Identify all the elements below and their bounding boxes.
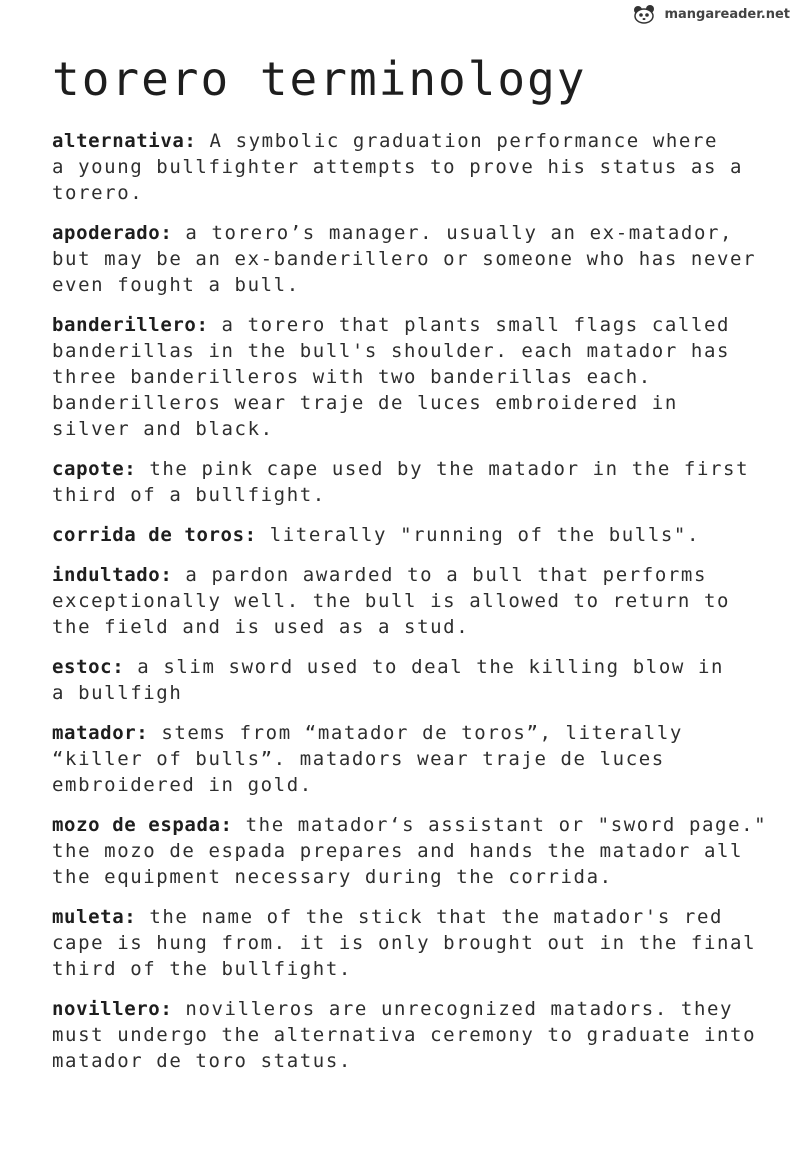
definition-text: stems from “matador de toros”, literally — [148, 722, 683, 744]
glossary-term: matador: — [52, 722, 149, 744]
watermark — [630, 4, 790, 24]
definition-line — [52, 720, 787, 746]
glossary-term: capote: — [52, 458, 137, 480]
definition-line: three banderilleros with two banderillas each. — [52, 366, 652, 388]
glossary-term: indultado: — [52, 564, 173, 586]
definition-line — [52, 312, 787, 338]
definition-line: “killer of bulls”. matadors wear traje de luces — [52, 748, 665, 770]
definition-text: a torero that plants small flags called — [208, 314, 731, 336]
definition-line — [52, 522, 787, 548]
glossary-term: novillero: — [52, 998, 173, 1020]
definition-line — [52, 562, 787, 588]
glossary-term: estoc: — [52, 656, 125, 678]
definition-line — [52, 128, 787, 154]
definition-line: cape is hung from. it is only brought out in the final — [52, 932, 757, 954]
definition-text: the pink cape used by the matador in the first — [136, 458, 750, 480]
glossary-entry — [52, 456, 787, 508]
definition-line: torero. — [52, 182, 144, 204]
glossary-term: mozo de espada: — [52, 814, 233, 836]
glossary-entry — [52, 128, 787, 206]
glossary-entry — [52, 904, 787, 982]
definition-line — [52, 220, 787, 246]
definition-line — [52, 996, 787, 1022]
definition-line: embroidered in gold. — [52, 774, 313, 796]
definition-text: A symbolic graduation performance where — [196, 130, 719, 152]
definition-line — [52, 812, 787, 838]
definition-text: novilleros are unrecognized matadors. they — [172, 998, 734, 1020]
glossary-entry — [52, 720, 787, 798]
definition-line: silver and black. — [52, 418, 274, 440]
definition-line: a bullfigh — [52, 682, 183, 704]
definition-text: the name of the stick that the matador's red — [136, 906, 724, 928]
definition-line: matador de toro status. — [52, 1050, 352, 1072]
glossary-term: alternativa: — [52, 130, 197, 152]
definition-line: third of the bullfight. — [52, 958, 352, 980]
definition-line: a young bullfighter attempts to prove his status as a — [52, 156, 744, 178]
glossary-entry — [52, 812, 787, 890]
definition-text: a slim sword used to deal the killing blow in — [124, 656, 725, 678]
definition-line: exceptionally well. the bull is allowed to return to — [52, 590, 731, 612]
glossary-entry — [52, 220, 787, 298]
definition-text: literally "running of the bulls". — [256, 524, 700, 546]
glossary-entry — [52, 312, 787, 442]
definition-text: a torero’s manager. usually an ex-matador, — [172, 222, 734, 244]
glossary-entry — [52, 654, 787, 706]
glossary-list — [52, 128, 787, 1088]
glossary-term: banderillero: — [52, 314, 209, 336]
watermark-text: mangareader.net — [664, 6, 790, 22]
definition-line: banderillas in the bull's shoulder. each matador has — [52, 340, 731, 362]
glossary-term: apoderado: — [52, 222, 173, 244]
definition-text: the matador‘s assistant or "sword page." — [232, 814, 768, 836]
definition-text: a pardon awarded to a bull that performs — [172, 564, 707, 586]
definition-line: the equipment necessary during the corrida. — [52, 866, 613, 888]
definition-line: but may be an ex-banderillero or someone who has never — [52, 248, 757, 270]
definition-line — [52, 456, 787, 482]
definition-line: the mozo de espada prepares and hands the matador all — [52, 840, 744, 862]
glossary-term: muleta: — [52, 906, 137, 928]
glossary-entry — [52, 996, 787, 1074]
glossary-term: corrida de toros: — [52, 524, 257, 546]
definition-line: third of a bullfight. — [52, 484, 326, 506]
definition-line: the field and is used as a stud. — [52, 616, 470, 638]
definition-line — [52, 654, 787, 680]
glossary-entry — [52, 562, 787, 640]
glossary-entry — [52, 522, 787, 548]
definition-line: even fought a bull. — [52, 274, 300, 296]
definition-line: must undergo the alternativa ceremony to graduate into — [52, 1024, 757, 1046]
definition-line — [52, 904, 787, 930]
definition-line: banderilleros wear traje de luces embroidered in — [52, 392, 678, 414]
panda-icon — [630, 4, 660, 24]
page-title: torero terminology — [52, 52, 587, 106]
